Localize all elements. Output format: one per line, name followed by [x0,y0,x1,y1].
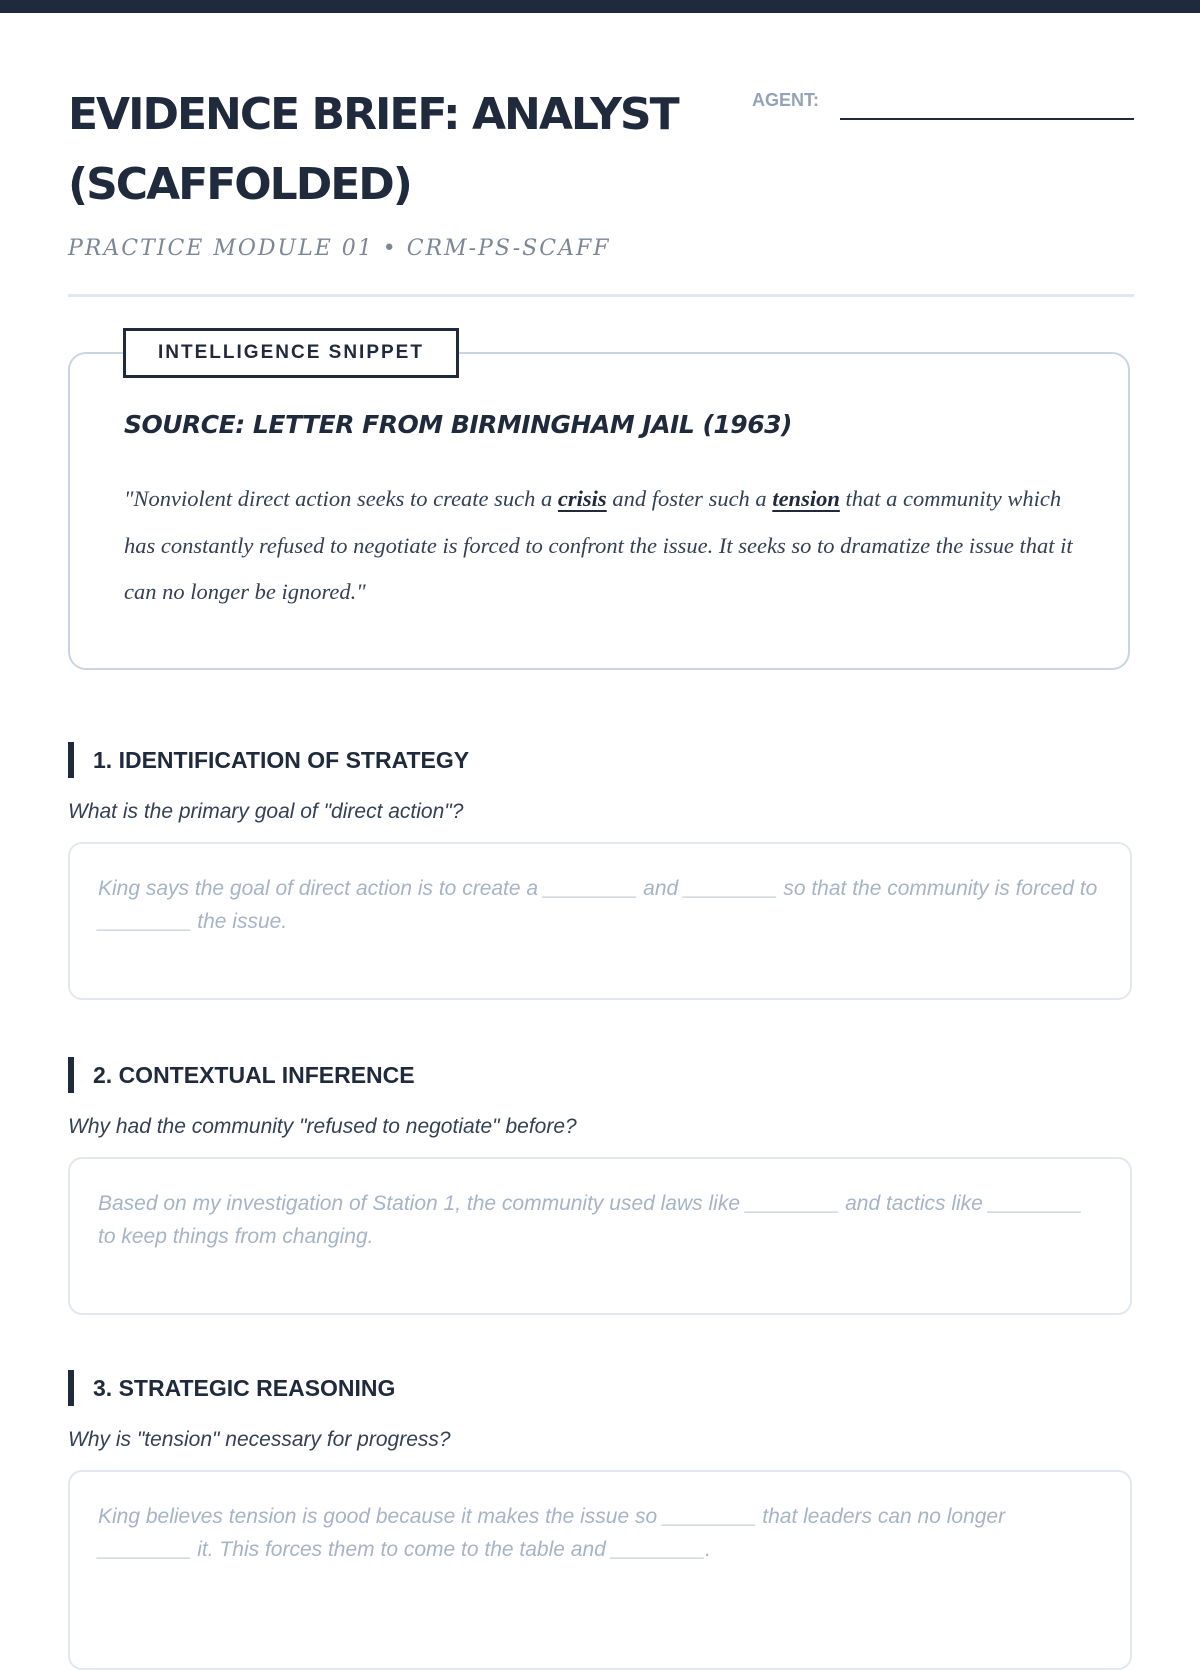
section-question: What is the primary goal of "direct action"? [68,800,464,823]
header [68,0,1134,300]
quote-text-1: "Nonviolent direct action seeks to create such a [124,486,558,511]
section-question: Why had the community "refused to negotiate" before? [68,1115,577,1138]
snippet-source: SOURCE: LETTER FROM BIRMINGHAM JAIL (1963) [124,410,792,439]
agent-name-field[interactable] [840,118,1134,120]
worksheet-page [68,0,1134,1561]
answer-box-2[interactable]: Based on my investigation of Station 1, the community used laws like ________ and tactics like ________ to keep things from changing. [68,1157,1132,1315]
section-marker [68,1057,74,1093]
snippet-quote [124,476,1084,616]
section-marker [68,1370,74,1406]
header-divider [68,294,1134,297]
quote-keyword-tension: tension [772,486,840,511]
section-title: 3. STRATEGIC REASONING [93,1375,396,1401]
answer-box-3[interactable]: King believes tension is good because it makes the issue so ________ that leaders can no longer ________ it. This forces them to come to the table and ________. [68,1470,1132,1670]
module-subtitle: PRACTICE MODULE 01 • CRM-PS-SCAFF [68,236,611,261]
section-title: 2. CONTEXTUAL INFERENCE [93,1062,415,1088]
section-marker [68,742,74,778]
answer-box-1[interactable]: King says the goal of direct action is to create a ________ and ________ so that the community is forced to ________ the issue. [68,842,1132,1000]
snippet-tag: INTELLIGENCE SNIPPET [123,328,459,378]
agent-label: AGENT: [752,90,819,110]
page-title: EVIDENCE BRIEF: ANALYST (SCAFFOLDED) [68,89,678,210]
quote-text-3: that a community which has constantly refused to negotiate is forced to confront the issue. It seeks so to dramatize the issue that it can no longer be ignored." [124,486,1073,604]
section-title: 1. IDENTIFICATION OF STRATEGY [93,747,470,773]
section-question: Why is "tension" necessary for progress? [68,1428,451,1451]
quote-keyword-crisis: crisis [557,486,607,511]
quote-text-2: and foster such a [606,486,773,511]
